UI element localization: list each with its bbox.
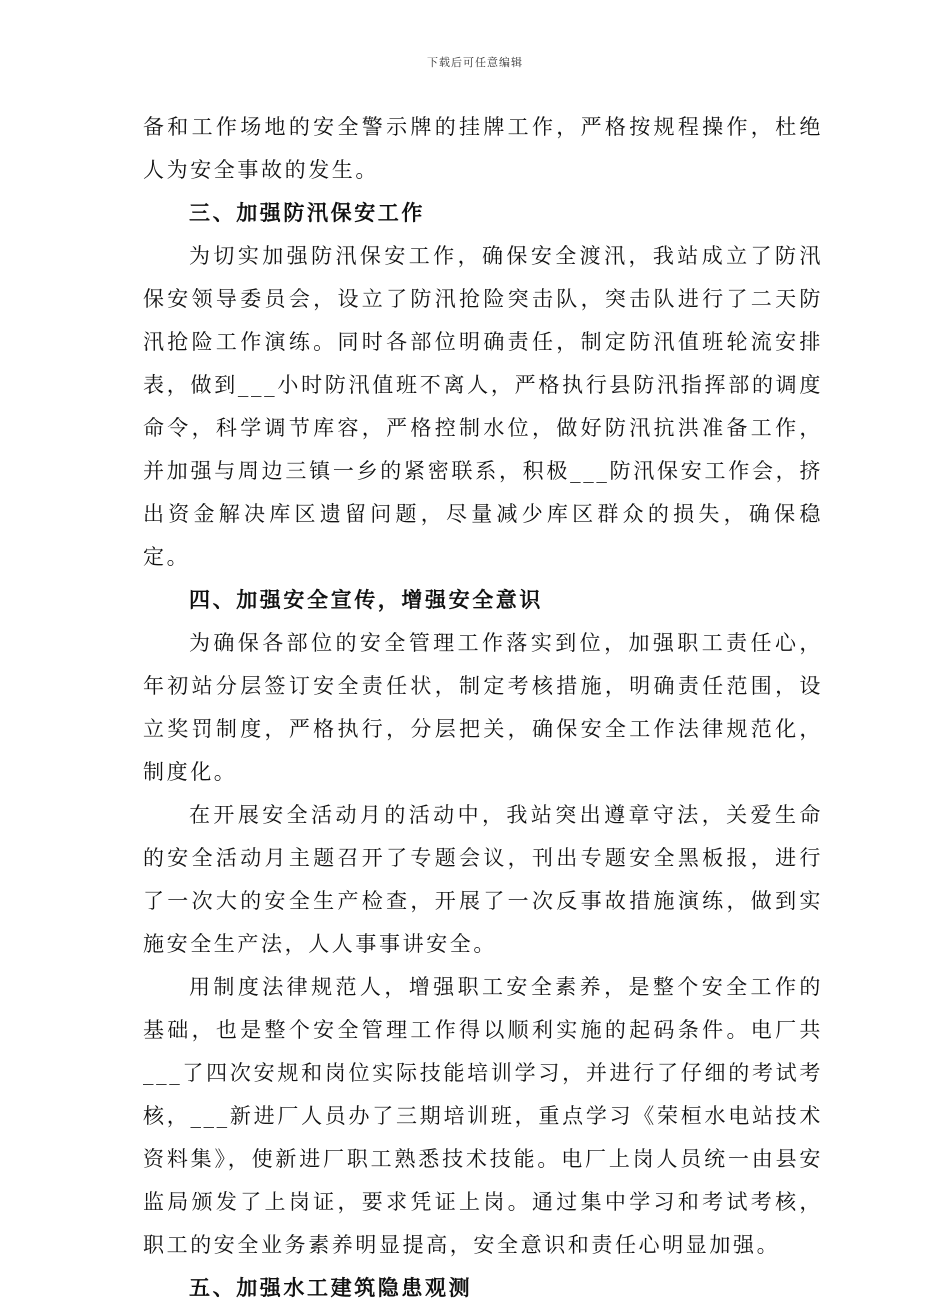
paragraph-safety-month: 在开展安全活动月的活动中，我站突出遵章守法，关爱生命的安全活动月主题召开了专题会议，刊出专题安全黑板报，进行了一次大的安全生产检查，开展了一次反事故措施演练，做到实施安全生产法，人人事事讲安全。 [143, 803, 823, 956]
paragraph-flood-control: 为切实加强防汛保安工作，确保安全渡汛，我站成立了防汛保安领导委员会，设立了防汛抢险突击队，突击队进行了二天防汛抢险工作演练。同时各部位明确责任，制定防汛值班轮流安排表，做到___小时防汛值班不离人，严格执行县防汛指挥部的调度命令，科学调节库容，严格控制水位，做好防汛抗洪准备工作，并加强与周边三镇一乡的紧密联系，积极___防汛保安工作会，挤出资金解决库区遗留问题，尽量减少库区群众的损失，确保稳定。 [143, 244, 823, 569]
document-body [143, 106, 823, 1310]
paragraph-responsibility: 为确保各部位的安全管理工作落实到位，加强职工责任心，年初站分层签订安全责任状，制定考核措施，明确责任范围，设立奖罚制度，严格执行，分层把关，确保安全工作法律规范化，制度化。 [143, 631, 823, 784]
section-heading-5: 五、加强水工建筑隐患观测 [189, 1276, 473, 1300]
paragraph-training: 用制度法律规范人，增强职工安全素养，是整个安全工作的基础，也是整个安全管理工作得以顺利实施的起码条件。电厂共___了四次安规和岗位实际技能培训学习，并进行了仔细的考试考核，___新进厂人员办了三期培训班，重点学习《荣桓水电站技术资料集》，使新进厂职工熟悉技术技能。电厂上岗人员统一由县安监局颁发了上岗证，要求凭证上岗。通过集中学习和考试考核，职工的安全业务素养明显提高，安全意识和责任心明显加强。 [143, 975, 823, 1257]
page-header: 下载后可任意编辑 [427, 56, 523, 69]
section-heading-4: 四、加强安全宣传，增强安全意识 [189, 588, 543, 612]
paragraph-continuation: 备和工作场地的安全警示牌的挂牌工作，严格按规程操作，杜绝人为安全事故的发生。 [143, 115, 823, 182]
section-heading-3: 三、加强防汛保安工作 [189, 201, 425, 225]
